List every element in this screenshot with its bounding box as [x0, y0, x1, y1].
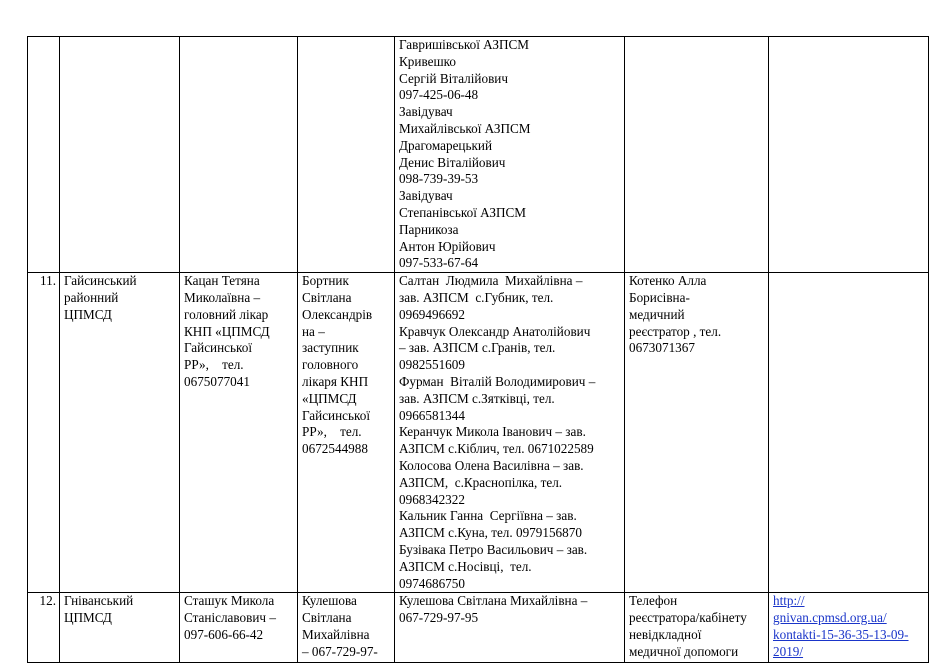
ambulatory-heads-line: Завідувач [399, 104, 453, 120]
deputy-line: Світлана [302, 289, 352, 305]
ambulatory-heads-line: Кривешко [399, 53, 456, 69]
registry-line: 0673071367 [629, 340, 695, 356]
deputy-cell [298, 273, 395, 593]
ambulatory-heads-line: Кравчук Олександр Анатолійович [399, 323, 591, 339]
facility-name-cell [60, 273, 180, 593]
deputy-line: – 067-729-97- [302, 643, 378, 659]
deputy-line: Кулешова [302, 593, 357, 609]
website-link-line: kontakti-15-36-35-13-09- [773, 626, 909, 642]
head-doctor-cell [180, 593, 298, 663]
ambulatory-heads-line: Степанівської АЗПСМ [399, 204, 527, 220]
ambulatory-heads-line: Драгомарецький [399, 137, 493, 153]
table-row [28, 37, 929, 273]
head-doctor-line: Кацан Тетяна [184, 273, 260, 289]
ambulatory-heads-line: Фурман Віталій Володимирович – [399, 373, 596, 389]
ambulatory-heads-line: Колосова Олена Василівна – зав. [399, 457, 584, 473]
head-doctor-line: Миколаївна – [184, 289, 261, 305]
table-row [28, 593, 929, 663]
registry-line: Котенко Алла [629, 273, 707, 289]
head-doctor-line: Станіславович – [184, 610, 276, 626]
head-doctor-line: 0675077041 [184, 373, 250, 389]
ambulatory-heads-line: 067-729-97-95 [399, 610, 479, 626]
ambulatory-heads-line: АЗПСМ, с.Краснопілка, тел. [399, 474, 563, 490]
ambulatory-heads-line: Антон Юрійович [399, 238, 496, 254]
deputy-line: заступник [302, 340, 359, 356]
deputy-line: лікаря КНП [302, 373, 369, 389]
facility-name-cell [60, 593, 180, 663]
registry-line: реєстратор , тел. [629, 323, 722, 339]
ambulatory-heads-line: Гавришівської АЗПСМ [399, 37, 529, 52]
ambulatory-heads-line: Кальник Ганна Сергіївна – зав. [399, 508, 577, 524]
deputy-line: РР», тел. [302, 424, 362, 440]
deputy-cell [298, 37, 395, 273]
head-doctor-line: головний лікар [184, 306, 269, 322]
registry-line: медичний [629, 306, 685, 322]
ambulatory-heads-line: 0969496692 [399, 306, 465, 322]
registry-line: медичної допомоги [629, 643, 739, 659]
ambulatory-heads-line: – зав. АЗПСМ с.Гранів, тел. [399, 340, 556, 356]
deputy-line: Бортник [302, 273, 349, 289]
ambulatory-heads-line: 0968342322 [399, 491, 465, 507]
website-cell [769, 593, 929, 663]
ambulatory-heads-line: Кулешова Світлана Михайлівна – [399, 593, 588, 609]
ambulatory-heads-line: зав. АЗПСМ с.Губник, тел. [399, 289, 554, 305]
ambulatory-heads-line: 0966581344 [399, 407, 465, 423]
contacts-table [27, 36, 929, 663]
ambulatory-heads-line: АЗПСМ с.Куна, тел. 0979156870 [399, 525, 582, 541]
registry-cell [625, 273, 769, 593]
ambulatory-heads-line: 097-533-67-64 [399, 255, 479, 271]
ambulatory-heads-cell [395, 37, 625, 273]
deputy-cell [298, 593, 395, 663]
deputy-line: головного [302, 357, 359, 373]
facility-name-line: районний [64, 289, 119, 305]
ambulatory-heads-line: Парникоза [399, 221, 459, 237]
head-doctor-line: 097-606-66-42 [184, 626, 264, 642]
row-number: 12. [28, 593, 60, 663]
deputy-line: Михайлівна [302, 626, 370, 642]
website-link[interactable] [773, 593, 924, 660]
website-link-line: 2019/ [773, 643, 804, 659]
head-doctor-line: КНП «ЦПМСД [184, 323, 270, 339]
deputy-line: «ЦПМСД [302, 390, 357, 406]
ambulatory-heads-line: АЗПСМ с.Кіблич, тел. 0671022589 [399, 441, 594, 457]
facility-name-line: Гайсинський [64, 273, 137, 289]
ambulatory-heads-line: 098-739-39-53 [399, 171, 479, 187]
registry-line: невідкладної [629, 626, 702, 642]
website-cell [769, 273, 929, 593]
ambulatory-heads-line: Завідувач [399, 188, 453, 204]
registry-line: Телефон [629, 593, 678, 609]
ambulatory-heads-line: 097-425-06-48 [399, 87, 479, 103]
ambulatory-heads-line: Керанчук Микола Іванович – зав. [399, 424, 586, 440]
ambulatory-heads-line: АЗПСМ с.Носівці, тел. [399, 558, 532, 574]
ambulatory-heads-cell [395, 593, 625, 663]
head-doctor-line: Сташук Микола [184, 593, 275, 609]
head-doctor-cell [180, 273, 298, 593]
registry-cell [625, 37, 769, 273]
ambulatory-heads-line: Денис Віталійович [399, 154, 506, 170]
head-doctor-cell [180, 37, 298, 273]
ambulatory-heads-line: Сергій Віталійович [399, 70, 508, 86]
registry-line: реєстратора/кабінету [629, 610, 747, 626]
head-doctor-line: Гайсинської [184, 340, 253, 356]
ambulatory-heads-line: зав. АЗПСМ с.Зятківці, тел. [399, 390, 555, 406]
website-link-line: gnivan.cpmsd.org.ua/ [773, 610, 887, 626]
row-number: 11. [28, 273, 60, 593]
deputy-line: на – [302, 323, 325, 339]
website-link-line: http:// [773, 593, 805, 609]
facility-name-cell [60, 37, 180, 273]
row-number [28, 37, 60, 273]
deputy-line: Гайсинської [302, 407, 371, 423]
ambulatory-heads-line: 0974686750 [399, 575, 465, 591]
facility-name-line: ЦПМСД [64, 306, 112, 322]
deputy-line: Олександрів [302, 306, 373, 322]
facility-name-line: Гніванський [64, 593, 134, 609]
ambulatory-heads-line: Салтан Людмила Михайлівна – [399, 273, 583, 289]
deputy-line: Світлана [302, 610, 352, 626]
ambulatory-heads-cell [395, 273, 625, 593]
facility-name-line: ЦПМСД [64, 610, 112, 626]
registry-cell [625, 593, 769, 663]
website-cell [769, 37, 929, 273]
deputy-line: 0672544988 [302, 441, 368, 457]
registry-line: Борисівна- [629, 289, 690, 305]
head-doctor-line: РР», тел. [184, 357, 244, 373]
ambulatory-heads-line: 0982551609 [399, 357, 465, 373]
table-row [28, 273, 929, 593]
ambulatory-heads-line: Михайлівської АЗПСМ [399, 120, 531, 136]
ambulatory-heads-line: Бузівака Петро Васильович – зав. [399, 541, 588, 557]
